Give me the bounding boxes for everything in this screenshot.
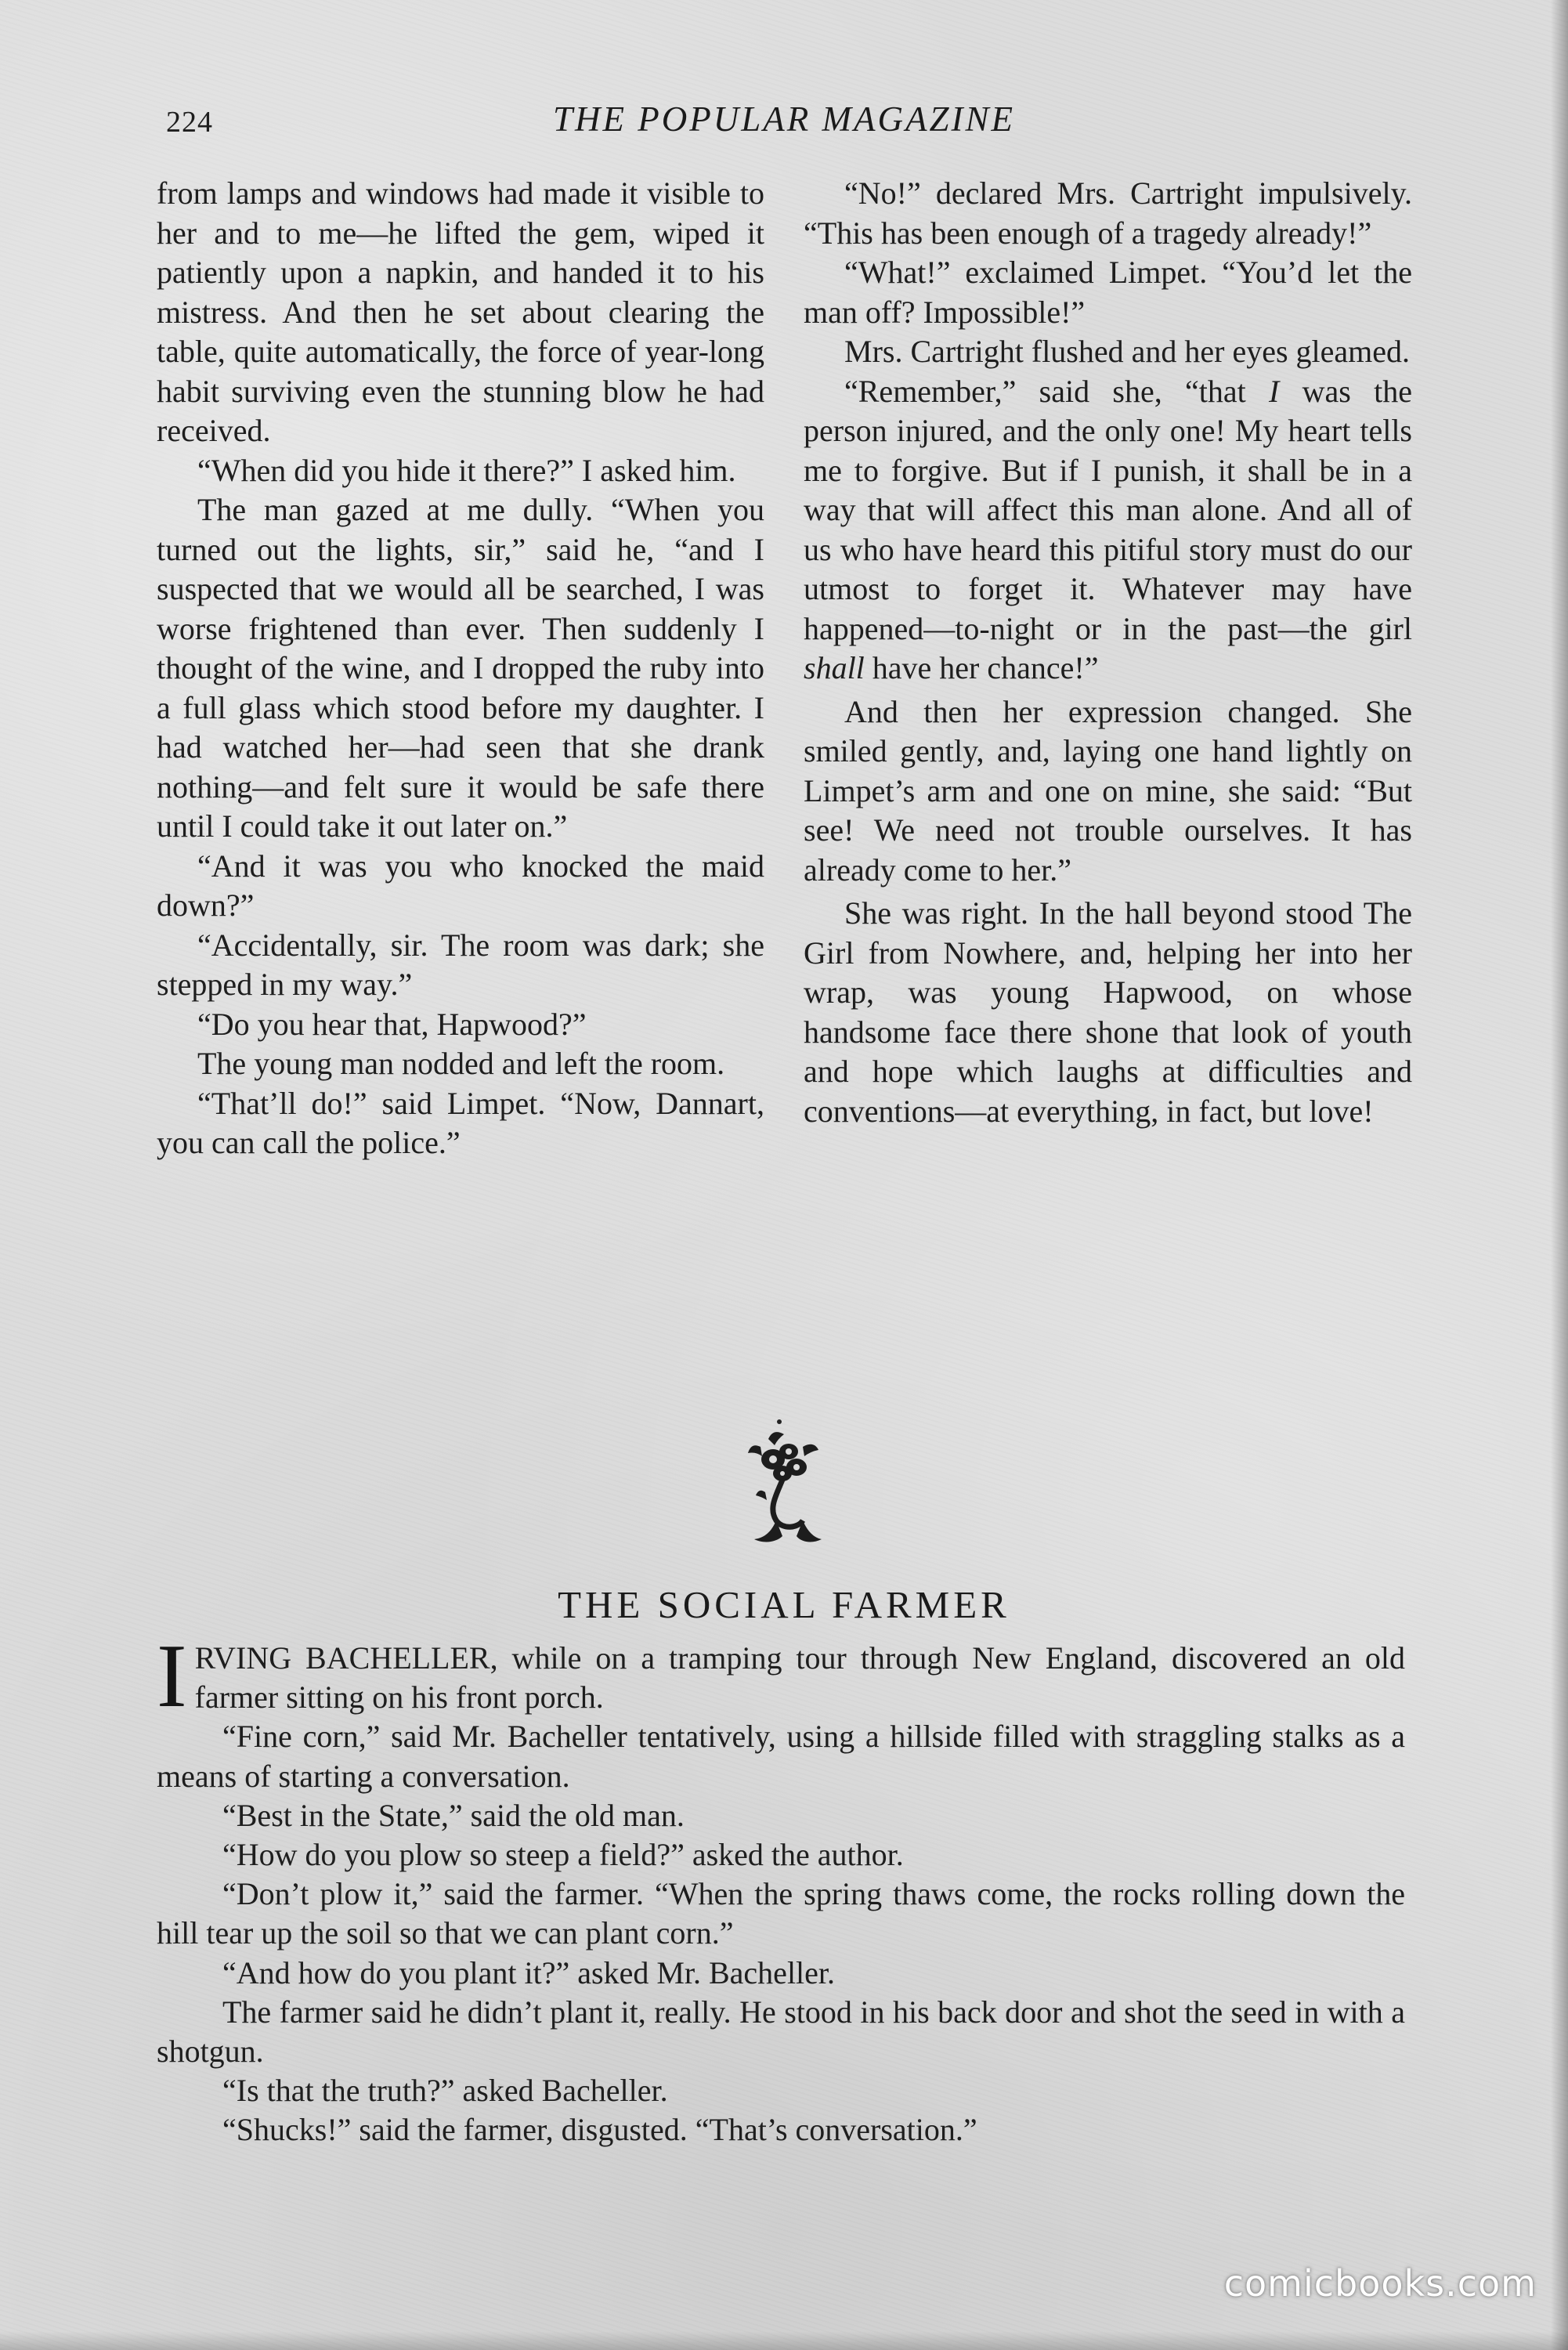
article-body <box>157 1626 1405 2150</box>
paragraph: “Fine corn,” said Mr. Bacheller tentatively, using a hillside filled with straggling stalks as a means of starting a conversation. <box>157 1719 1405 1794</box>
paragraph: “Accidentally, sir. The room was dark; she stepped in my way.” <box>157 927 764 1002</box>
paragraph: “That’ll do!” said Limpet. “Now, Dannart, you can call the police.” <box>157 1085 764 1160</box>
drop-cap: I <box>157 1626 187 1726</box>
paragraph: She was right. In the hall beyond stood The Girl from Nowhere, and, helping her into her wrap, was young Hapwood, on whose handsome face there shone that look of youth and hope which laughs at difficulties and conventions—at everything, in fact, but love! <box>804 895 1412 1129</box>
lead-paragraph <box>157 1626 1405 1726</box>
page-number: 224 <box>166 106 213 139</box>
paragraph: “What!” exclaimed Limpet. “You’d let the man off? Impossible!” <box>804 255 1412 330</box>
left-column <box>157 174 764 1163</box>
italic-emphasis: shall <box>804 650 865 685</box>
paragraph: The farmer said he didn’t plant it, really. He stood in his back door and shot the seed in with a shotgun. <box>157 1994 1405 2070</box>
paragraph: “Best in the State,” said the old man. <box>222 1797 685 1833</box>
paragraph: “And how do you plant it?” asked Mr. Bacheller. <box>222 1954 836 1990</box>
floral-ornament-icon <box>737 1411 831 1567</box>
paragraph: And then her expression changed. She smiled gently, and, laying one hand lightly on Limpet’s arm and one on mine, she said: “But see! We need not trouble ourselves. It has already come to her.” <box>804 693 1412 888</box>
paragraph: “Don’t plow it,” said the farmer. “When the spring thaws come, the rocks rolling down the hill tear up the soil so that we can plant corn.” <box>157 1876 1405 1951</box>
text-run: RVING BACHELLER, while on a tramping tour through New England, discovered an old farmer sitting on his front porch. <box>194 1640 1405 1716</box>
page-edge-shadow <box>0 2331 1568 2350</box>
page-edge-shadow <box>1551 0 1568 2350</box>
paragraph: The man gazed at me dully. “When you turned out the lights, sir,” said he, “and I suspected that we would all be searched, I was worse frightened than ever. Then suddenly I thought of the wine, and I dropped the ruby into a full glass which stood before my daughter. I had watched her—had seen that she drank nothing—and felt sure it would be safe there until I could take it out later on.” <box>157 492 764 844</box>
paragraph: from lamps and windows had made it visible to her and to me—he lifted the gem, wiped it patiently upon a napkin, and handed it to his mistress. And then he set about clearing the table, quite automatically, the force of year-long habit surviving even the stunning blow he had received. <box>157 175 764 448</box>
paragraph: “Shucks!” said the farmer, disgusted. “That’s conversation.” <box>222 2112 977 2148</box>
paragraph: “Do you hear that, Hapwood?” <box>197 1006 587 1042</box>
text-run: was the person injured, and the only one! My heart tells me to forgive. But if I punish, it shall be in a way that will affect this man alone. And all of us who have heard this pitiful story must do our utmost to forget it. Whatever may have happened—to-night or in the past—the girl <box>804 373 1413 646</box>
paragraph: “And it was you who knocked the maid down?” <box>157 848 764 923</box>
paragraph: “Is that the truth?” asked Bacheller. <box>222 2073 668 2109</box>
text-run: have her chance!” <box>864 650 1099 685</box>
paragraph: The young man nodded and left the room. <box>197 1046 725 1081</box>
italic-emphasis: I <box>1269 373 1280 409</box>
paragraph: “No!” declared Mrs. Cartright impulsively. “This has been enough of a tragedy already!” <box>804 175 1412 251</box>
text-run: “Remember,” said she, “that <box>844 373 1270 409</box>
paragraph: “When did you hide it there?” I asked him. <box>197 452 736 488</box>
watermark: comicbooks.com <box>1223 2262 1537 2305</box>
paragraph <box>804 372 1412 689</box>
paragraph: “How do you plow so steep a field?” asked the author. <box>222 1837 904 1873</box>
running-title: THE POPULAR MAGAZINE <box>553 99 1015 139</box>
paragraph: Mrs. Cartright flushed and her eyes gleamed. <box>844 334 1411 369</box>
right-column <box>804 174 1412 1131</box>
article-title: THE SOCIAL FARMER <box>558 1583 1010 1626</box>
